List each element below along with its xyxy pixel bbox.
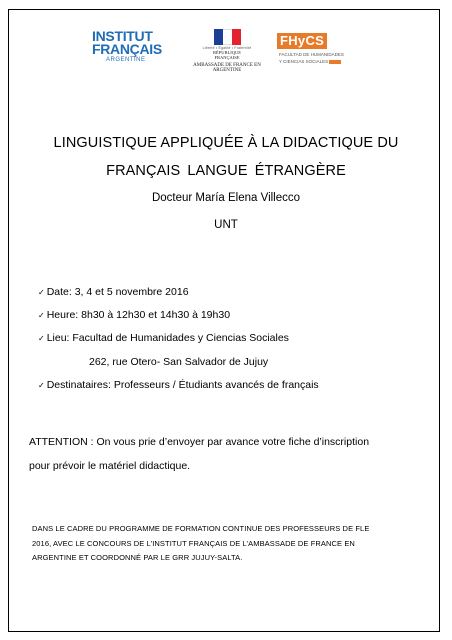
fhycs-sub-1: FACULTAD DE HUMANIDADES xyxy=(279,52,344,57)
footer-line-2: 2016, AVEC LE CONCOURS DE L’INSTITUT FRANÇAIS DE L’AMBASSADE DE FRANCE EN xyxy=(32,538,355,548)
hours-text: Heure: 8h30 à 12h30 et 14h30 à 19h30 xyxy=(46,309,231,321)
author: Docteur María Elena Villecco xyxy=(151,192,301,204)
footer-note xyxy=(32,522,422,566)
check-icon: ✓ xyxy=(38,311,45,320)
detail-hours xyxy=(38,309,230,321)
logo-line-1: INSTITUT xyxy=(92,28,153,44)
republic-motto: Liberté • Égalité • Fraternité xyxy=(202,46,252,50)
attention-line-1: ATTENTION : On vous prie d’envoyer par avance votre fiche d’inscription xyxy=(29,436,370,448)
check-icon: ✓ xyxy=(38,334,45,343)
fhycs-logo xyxy=(277,32,357,64)
university: UNT xyxy=(214,219,238,231)
date-text: Date: 3, 4 et 5 novembre 2016 xyxy=(46,286,189,298)
logo-line-2: FRANÇAIS xyxy=(92,41,162,57)
detail-address: 262, rue Otero- San Salvador de Jujuy xyxy=(89,356,269,368)
republic-line-2: FRANÇAISE xyxy=(214,55,240,60)
republic-line-1: RÉPUBLIQUE xyxy=(213,50,241,55)
detail-audience xyxy=(38,379,319,391)
footer-line-1: DANS LE CADRE DU PROGRAMME DE FORMATION CONTINUE DES PROFESSEURS DE FLE xyxy=(32,524,370,533)
audience-text: Destinataires: Professeurs / Étudiants avancés de français xyxy=(46,379,319,391)
attention-line-2: pour prévoir le matériel didactique. xyxy=(29,460,191,472)
institut-francais-logo xyxy=(92,30,164,63)
title-line-2: FRANÇAIS LANGUE ÉTRANGÈRE xyxy=(106,163,346,179)
ambassade-logo xyxy=(184,29,270,73)
fhycs-name: FHyCS xyxy=(277,33,327,49)
title-line-1: LINGUISTIQUE APPLIQUÉE À LA DIDACTIQUE DU xyxy=(53,135,399,151)
fhycs-sub-2: Y CIENCIAS SOCIALES xyxy=(279,59,329,64)
check-icon: ✓ xyxy=(38,381,45,390)
logo-line-3: ARGENTINE xyxy=(106,57,146,63)
place-text: Lieu: Facultad de Humanidades y Ciencias Sociales xyxy=(46,332,289,344)
french-flag-icon xyxy=(184,29,270,45)
footer-line-3: ARGENTINE ET COORDONNÉ PAR LE GRR JUJUY-SALTA. xyxy=(32,553,243,562)
detail-date xyxy=(38,286,189,298)
detail-place xyxy=(38,332,289,344)
fhycs-tag-icon xyxy=(329,60,341,64)
check-icon: ✓ xyxy=(38,288,45,297)
ambassade-label: AMBASSADE DE FRANCE EN ARGENTINE xyxy=(193,63,261,73)
